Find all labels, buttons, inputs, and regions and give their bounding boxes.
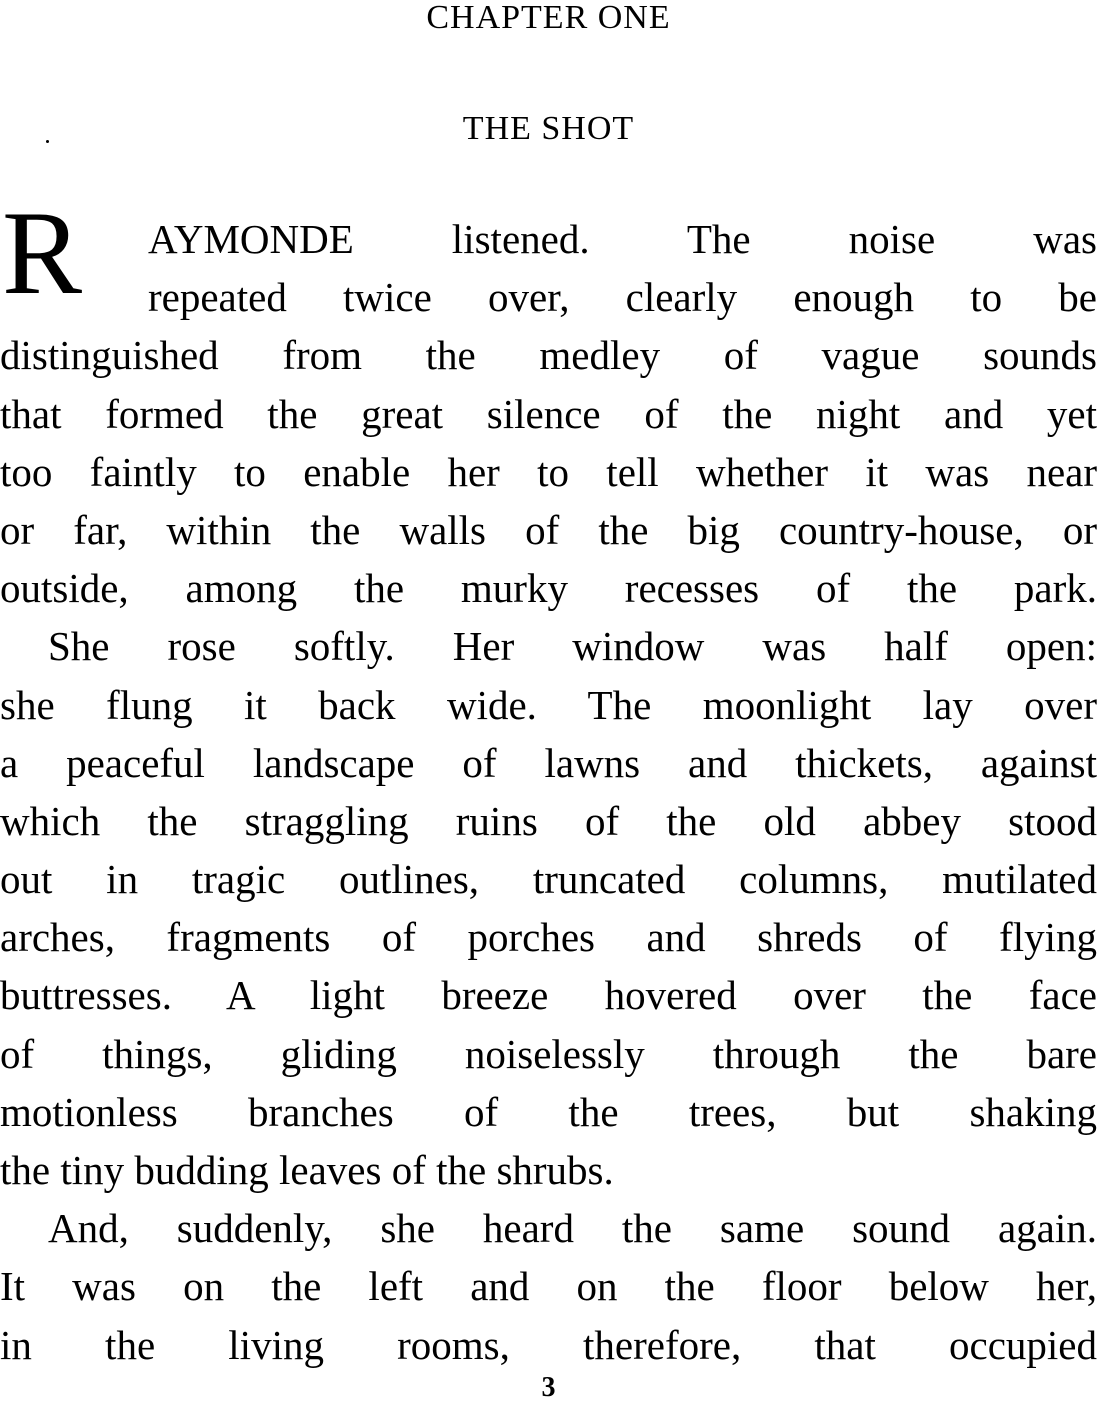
drop-cap: R	[2, 186, 83, 319]
chapter-heading: CHAPTER ONE	[426, 0, 671, 36]
paragraph-3	[0, 1199, 1097, 1374]
text-line: outside, among the murky recesses of the park.	[0, 565, 1097, 612]
text-line: in the living rooms, therefore, that occupied	[0, 1321, 1097, 1368]
text-line: AYMONDE listened. The noise was	[148, 216, 1097, 262]
text-line: And, suddenly, she heard the same sound again.	[48, 1205, 1097, 1252]
page-number: 3	[541, 1372, 556, 1403]
text-line: too faintly to enable her to tell whether it was near	[0, 448, 1097, 495]
text-line: the tiny budding leaves of the shrubs.	[0, 1147, 614, 1193]
paragraph-1	[0, 210, 1097, 617]
text-line: or far, within the walls of the big country-house, or	[0, 506, 1097, 553]
text-line: of things, gliding noiselessly through the bare	[0, 1030, 1097, 1077]
text-line: arches, fragments of porches and shreds of flying	[0, 914, 1097, 961]
text-line: motionless branches of the trees, but shaking	[0, 1088, 1097, 1135]
text-line: She rose softly. Her window was half open:	[48, 623, 1097, 670]
text-line: out in tragic outlines, truncated columns, mutilated	[0, 856, 1097, 903]
text-line: distinguished from the medley of vague sounds	[0, 332, 1097, 379]
chapter-body	[0, 210, 1097, 1374]
print-speck	[46, 140, 49, 143]
text-line: repeated twice over, clearly enough to be	[148, 274, 1097, 321]
paragraph-2	[0, 617, 1097, 1199]
text-line: she flung it back wide. The moonlight lay over	[0, 681, 1097, 728]
text-line: It was on the left and on the floor below her,	[0, 1263, 1097, 1310]
text-line: that formed the great silence of the night and yet	[0, 390, 1097, 437]
text-line: a peaceful landscape of lawns and thickets, against	[0, 739, 1097, 786]
text-line: which the straggling ruins of the old abbey stood	[0, 797, 1097, 844]
text-line: buttresses. A light breeze hovered over the face	[0, 972, 1097, 1019]
chapter-title: THE SHOT	[462, 110, 635, 147]
